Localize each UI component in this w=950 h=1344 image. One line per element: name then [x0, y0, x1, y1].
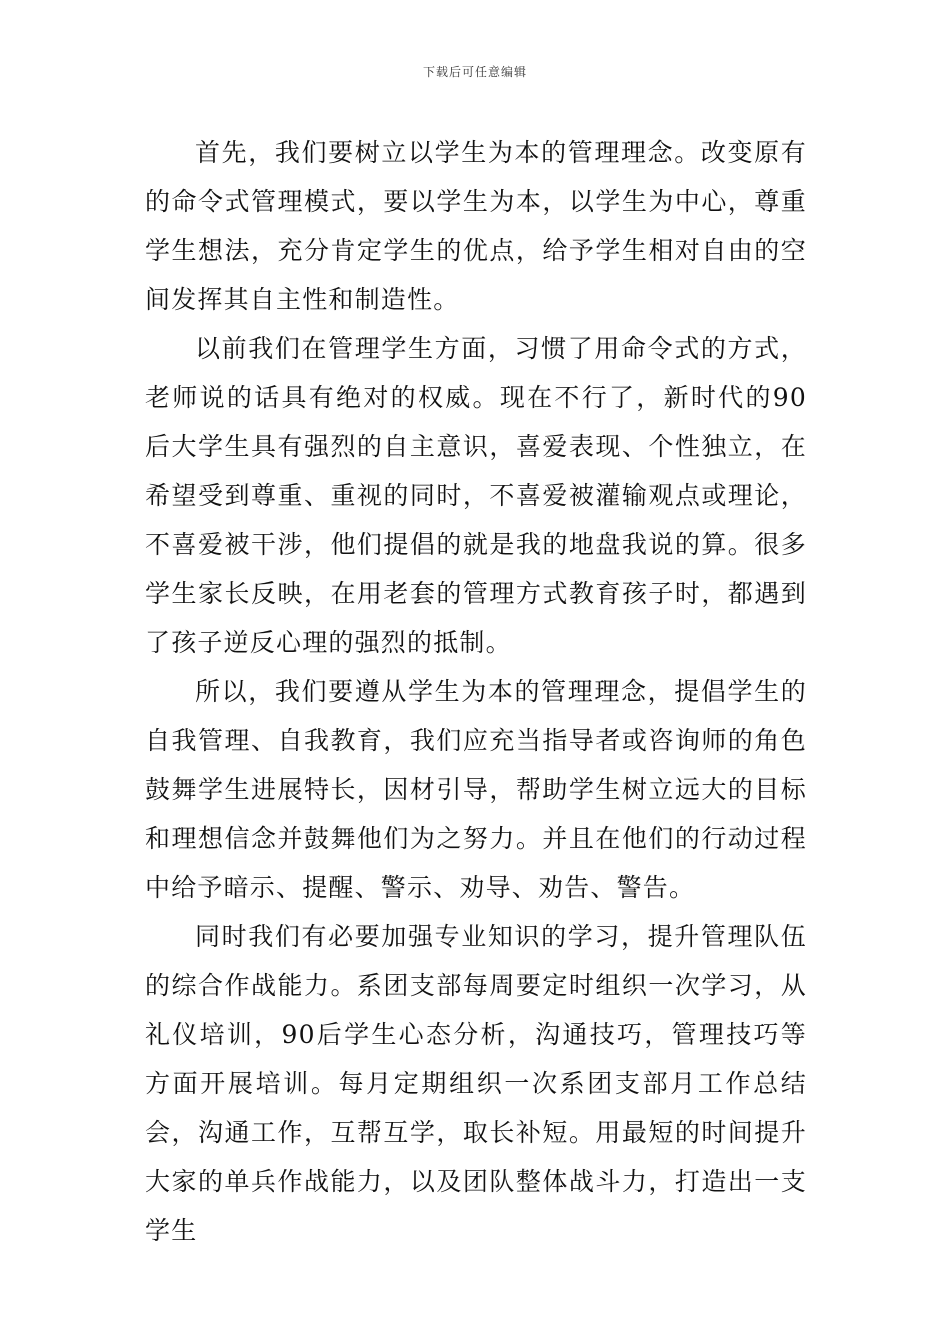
paragraph-3: 所以，我们要遵从学生为本的管理理念，提倡学生的自我管理、自我教育，我们应充当指导者或咨询师的角色鼓舞学生进展特长，因材引导，帮助学生树立远大的目标和理想信念并鼓舞他们为之努力。并且在他们的行动过程中给予暗示、提醒、警示、劝导、劝告、警告。 — [145, 677, 807, 902]
paragraph-1: 首先，我们要树立以学生为本的管理理念。改变原有的命令式管理模式，要以学生为本，以学生为中心，尊重学生想法，充分肯定学生的优点，给予学生相对自由的空间发挥其自主性和制造性。 — [145, 138, 807, 314]
paragraph-4: 同时我们有必要加强专业知识的学习，提升管理队伍的综合作战能力。系团支部每周要定时组织一次学习，从礼仪培训，90后学生心态分析，沟通技巧，管理技巧等方面开展培训。每月定期组织一次系团支部月工作总结会，沟通工作，互帮互学，取长补短。用最短的时间提升大家的单兵作战能力，以及团队整体战斗力，打造出一支学生 — [145, 922, 807, 1245]
document-body — [145, 128, 807, 1255]
paragraph-2: 以前我们在管理学生方面，习惯了用命令式的方式，老师说的话具有绝对的权威。现在不行了，新时代的90后大学生具有强烈的自主意识，喜爱表现、个性独立，在希望受到尊重、重视的同时，不喜爱被灌输观点或理论，不喜爱被干涉，他们提倡的就是我的地盘我说的算。很多学生家长反映，在用老套的管理方式教育孩子时，都遇到了孩子逆反心理的强烈的抵制。 — [145, 334, 807, 657]
page-header: 下载后可任意编辑 — [422, 65, 527, 79]
